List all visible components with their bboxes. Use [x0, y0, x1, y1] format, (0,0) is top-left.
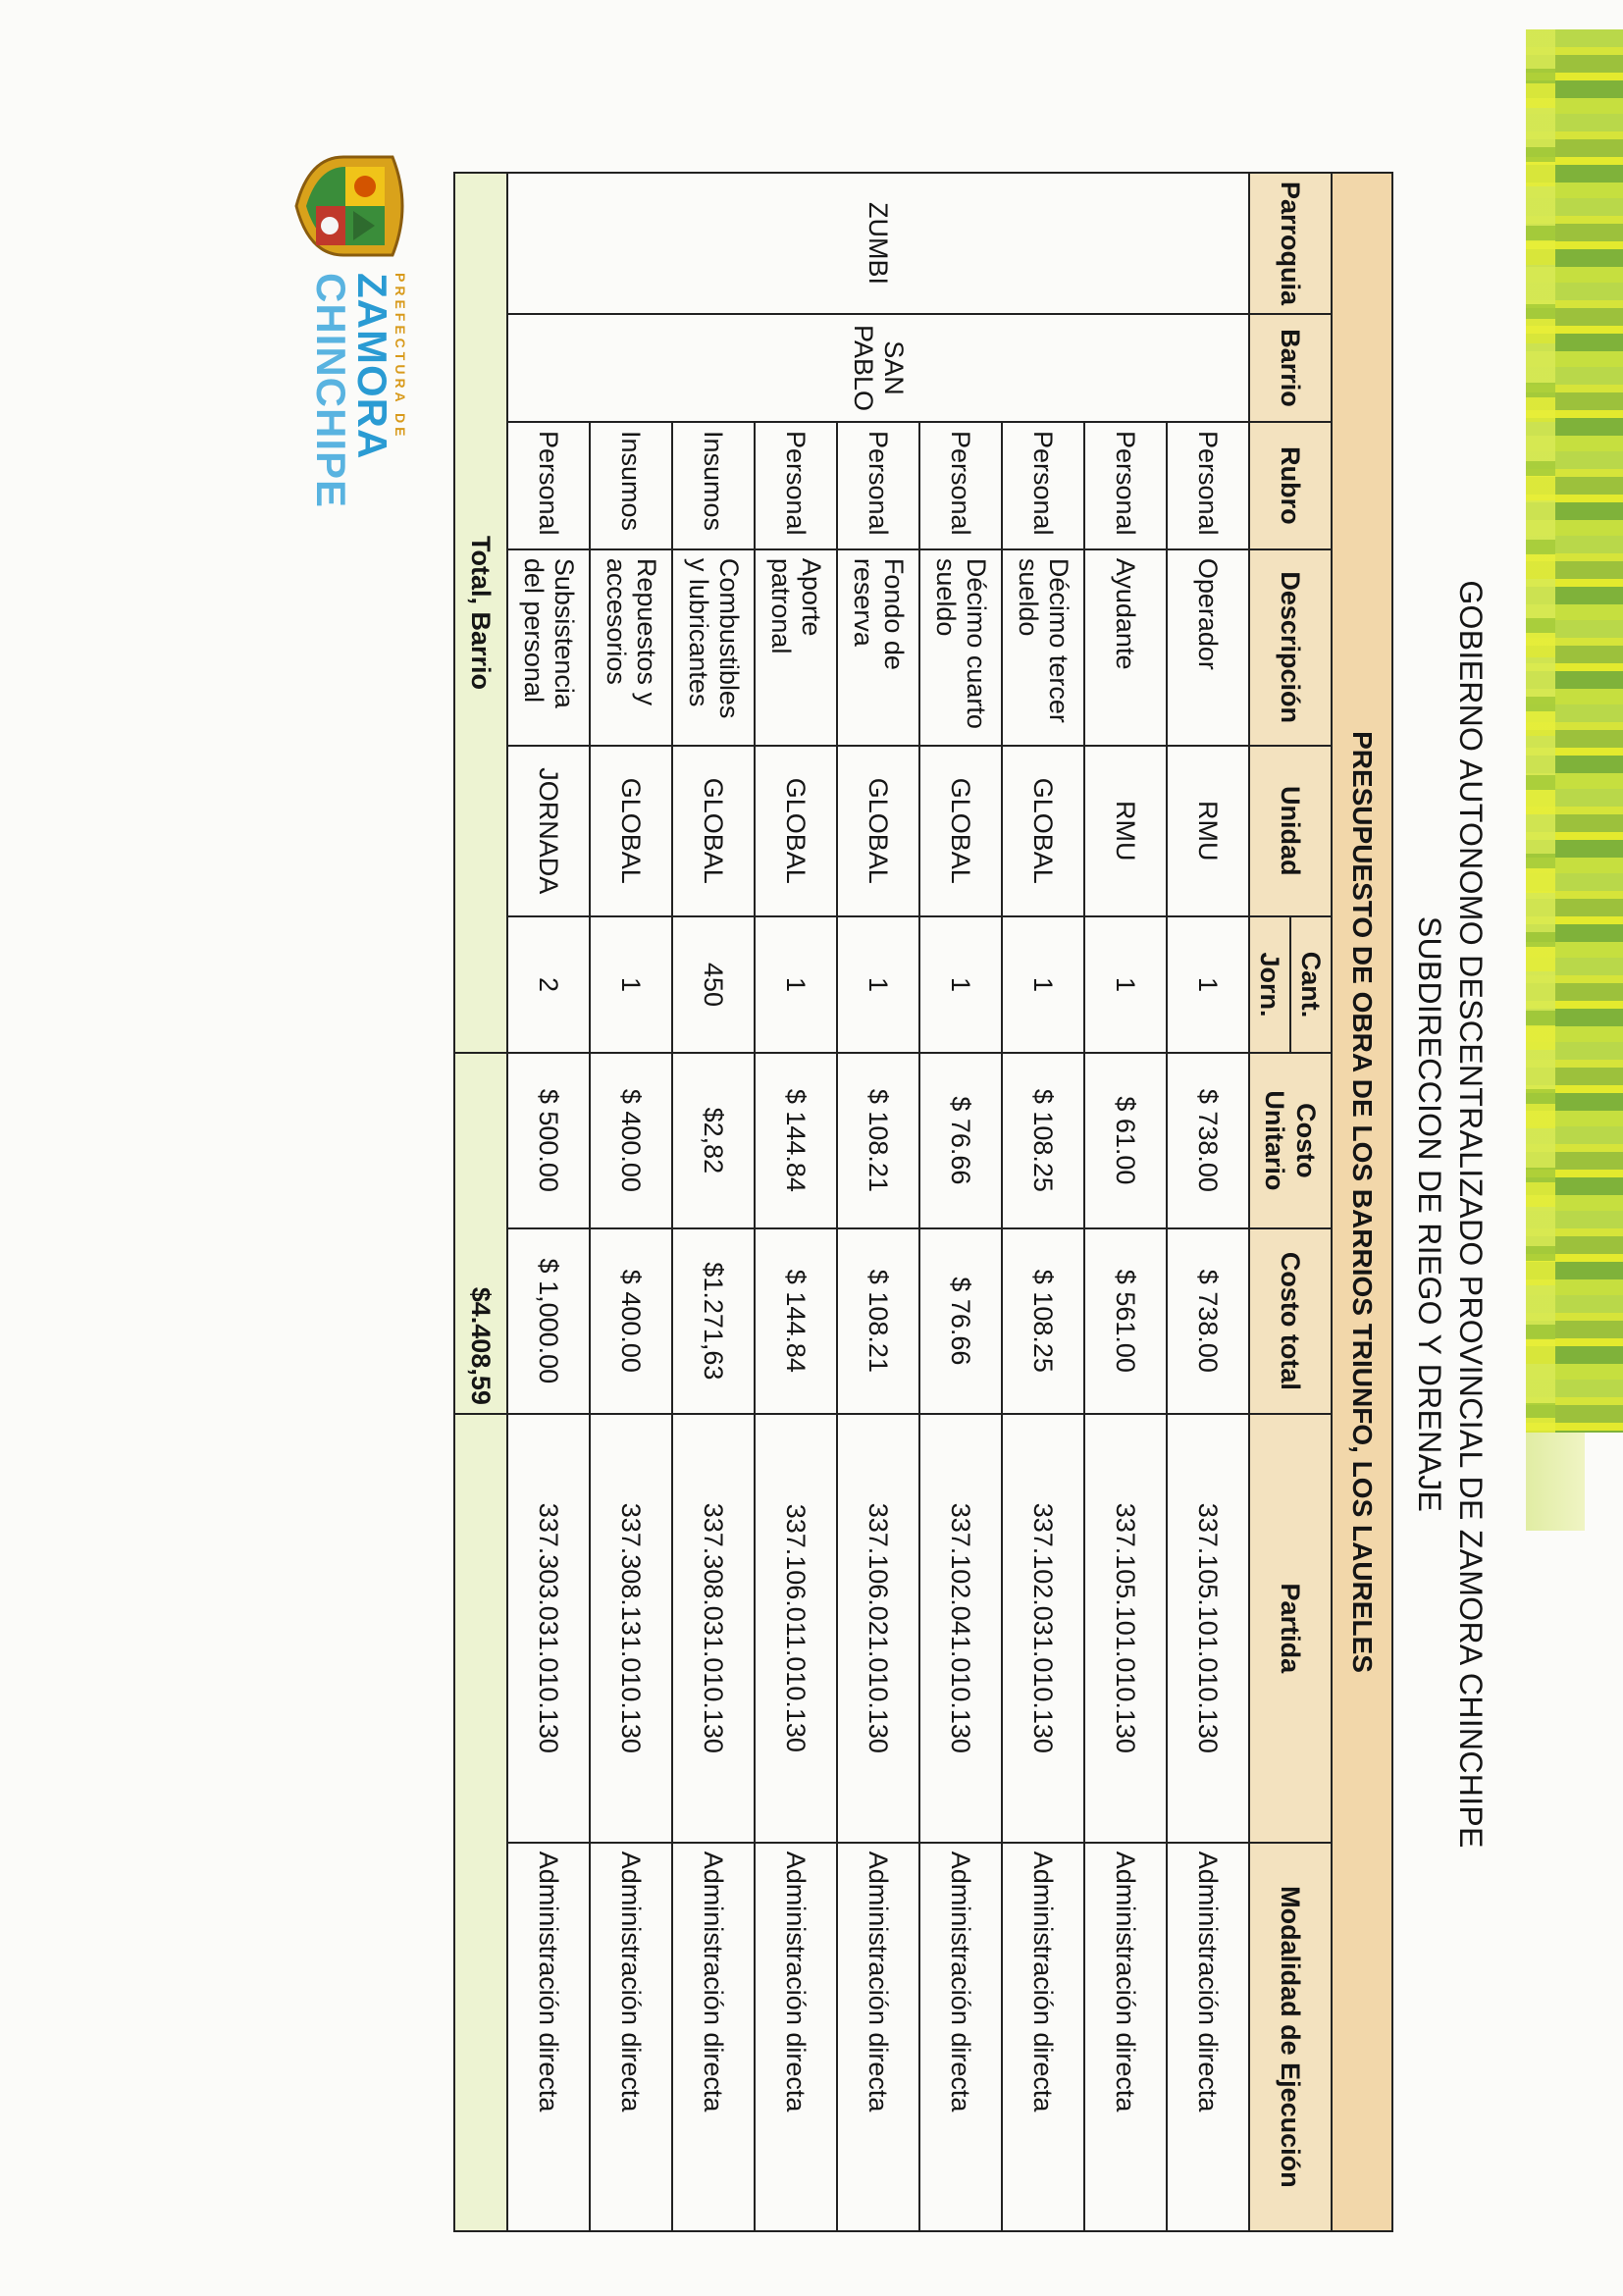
- cantidad-cell: 2: [507, 916, 590, 1053]
- header-modalidad: Modalidad de Ejecución: [1249, 1843, 1332, 2231]
- total-row: [454, 173, 507, 2231]
- descripcion-cell: Repuestos y accesorios: [590, 549, 672, 746]
- budget-table-body: [454, 173, 1392, 2231]
- cantidad-cell: 1: [919, 916, 1002, 1053]
- rubro-cell: Insumos: [590, 422, 672, 549]
- descripcion-cell: Aporte patronal: [755, 549, 837, 746]
- rubro-cell: Personal: [507, 422, 590, 549]
- cantidad-cell: 1: [755, 916, 837, 1053]
- total-value: $4.408,59: [454, 1053, 507, 1414]
- header-costo-total: Costo total: [1249, 1228, 1332, 1414]
- partida-cell: 337.105.101.010.130: [1167, 1414, 1249, 1843]
- modalidad-cell: Administración directa: [1002, 1843, 1084, 2231]
- logo-name-line1: ZAMORA: [349, 273, 395, 460]
- unidad-cell: RMU: [1167, 746, 1249, 916]
- cantidad-cell: 1: [1002, 916, 1084, 1053]
- partida-cell: 337.105.101.010.130: [1084, 1414, 1167, 1843]
- header-parroquia: Parroquia: [1249, 173, 1332, 314]
- costo-unitario-cell: $ 108.21: [837, 1053, 919, 1228]
- costo-total-cell: $1.271,63: [672, 1228, 755, 1414]
- costo-unitario-cell: $2,82: [672, 1053, 755, 1228]
- rubro-cell: Personal: [755, 422, 837, 549]
- unidad-cell: GLOBAL: [755, 746, 837, 916]
- table-row: [837, 173, 919, 2231]
- modalidad-cell: Administración directa: [837, 1843, 919, 2231]
- costo-total-cell: $ 738.00: [1167, 1228, 1249, 1414]
- costo-unitario-cell: $ 108.25: [1002, 1053, 1084, 1228]
- partida-cell: 337.303.031.010.130: [507, 1414, 590, 1843]
- parroquia-cell: ZUMBI: [507, 173, 1249, 314]
- rubro-cell: Personal: [919, 422, 1002, 549]
- rubro-cell: Personal: [1002, 422, 1084, 549]
- header-rubro: Rubro: [1249, 422, 1332, 549]
- budget-table: [453, 172, 1393, 2232]
- costo-total-cell: $ 561.00: [1084, 1228, 1167, 1414]
- unidad-cell: GLOBAL: [1002, 746, 1084, 916]
- costo-total-cell: $ 400.00: [590, 1228, 672, 1414]
- unidad-cell: RMU: [1084, 746, 1167, 916]
- table-row: [755, 173, 837, 2231]
- partida-cell: 337.308.131.010.130: [590, 1414, 672, 1843]
- table-row: [590, 173, 672, 2231]
- costo-total-cell: $ 144.84: [755, 1228, 837, 1414]
- rubro-cell: Insumos: [672, 422, 755, 549]
- costo-unitario-cell: $ 738.00: [1167, 1053, 1249, 1228]
- total-label: Total, Barrio: [454, 173, 507, 1053]
- cantidad-cell: 1: [1084, 916, 1167, 1053]
- table-row: [1084, 173, 1167, 2231]
- costo-unitario-cell: $ 144.84: [755, 1053, 837, 1228]
- header-barrio: Barrio: [1249, 314, 1332, 422]
- partida-cell: 337.106.011.010.130: [755, 1414, 837, 1843]
- costo-total-cell: $ 76.66: [919, 1228, 1002, 1414]
- rotated-page: [59, 172, 1492, 2257]
- modalidad-cell: Administración directa: [919, 1843, 1002, 2231]
- costo-unitario-cell: $ 400.00: [590, 1053, 672, 1228]
- header-cant: Cant.: [1290, 916, 1332, 1053]
- unidad-cell: GLOBAL: [672, 746, 755, 916]
- partida-cell: 337.106.021.010.130: [837, 1414, 919, 1843]
- costo-total-cell: $ 1,000.00: [507, 1228, 590, 1414]
- page-subtitle: SUBDIRECCION DE RIEGO Y DRENAJE: [1412, 915, 1447, 1513]
- descripcion-cell: Operador: [1167, 549, 1249, 746]
- partida-cell: 337.102.031.010.130: [1002, 1414, 1084, 1843]
- costo-unitario-cell: $ 61.00: [1084, 1053, 1167, 1228]
- total-empty-cell: [454, 1414, 507, 2231]
- descripcion-cell: Ayudante: [1084, 549, 1167, 746]
- header-descripcion: Descripción: [1249, 549, 1332, 746]
- descripcion-cell: Combustibles y lubricantes: [672, 549, 755, 746]
- logo-name-line2: CHINCHIPE: [308, 273, 354, 509]
- table-row: [507, 173, 590, 2231]
- modalidad-cell: Administración directa: [590, 1843, 672, 2231]
- costo-total-cell: $ 108.25: [1002, 1228, 1084, 1414]
- header-unidad: Unidad: [1249, 746, 1332, 916]
- coat-of-arms-icon: [294, 147, 412, 265]
- partida-cell: 337.308.031.010.130: [672, 1414, 755, 1843]
- cantidad-cell: 450: [672, 916, 755, 1053]
- decorative-stripe: [1526, 29, 1623, 1433]
- table-row: [1002, 173, 1084, 2231]
- decorative-stripe-lower: [1526, 1433, 1585, 1531]
- modalidad-cell: Administración directa: [1167, 1843, 1249, 2231]
- header-costo-unitario: Costo Unitario: [1249, 1053, 1332, 1228]
- cantidad-cell: 1: [837, 916, 919, 1053]
- barrio-cell: SAN PABLO: [507, 314, 1249, 422]
- table-row: [672, 173, 755, 2231]
- unidad-cell: GLOBAL: [837, 746, 919, 916]
- prefectura-logo: [294, 147, 442, 540]
- table-row: [919, 173, 1002, 2231]
- header-partida: Partida: [1249, 1414, 1332, 1843]
- logo-prefix: PREFECTURA DE: [393, 273, 408, 441]
- rubro-cell: Personal: [1084, 422, 1167, 549]
- table-header-row: [1290, 173, 1332, 2231]
- page-title: GOBIERNO AUTONOMO DESCENTRALIZADO PROVINCIAL DE ZAMORA CHINCHIPE: [1453, 580, 1489, 1849]
- costo-unitario-cell: $ 500.00: [507, 1053, 590, 1228]
- unidad-cell: JORNADA: [507, 746, 590, 916]
- costo-unitario-cell: $ 76.66: [919, 1053, 1002, 1228]
- rubro-cell: Personal: [1167, 422, 1249, 549]
- logo-text: [310, 273, 408, 538]
- unidad-cell: GLOBAL: [919, 746, 1002, 916]
- modalidad-cell: Administración directa: [1084, 1843, 1167, 2231]
- unidad-cell: GLOBAL: [590, 746, 672, 916]
- partida-cell: 337.102.041.010.130: [919, 1414, 1002, 1843]
- descripcion-cell: Fondo de reserva: [837, 549, 919, 746]
- descripcion-cell: Décimo tercer sueldo: [1002, 549, 1084, 746]
- rubro-cell: Personal: [837, 422, 919, 549]
- table-row: [1167, 173, 1249, 2231]
- table-title: PRESUPUESTO DE OBRA DE LOS BARRIOS TRIUNFO, LOS LAURELES: [1332, 173, 1392, 2231]
- modalidad-cell: Administración directa: [755, 1843, 837, 2231]
- costo-total-cell: $ 108.21: [837, 1228, 919, 1414]
- modalidad-cell: Administración directa: [507, 1843, 590, 2231]
- header-jorn: Jorn.: [1249, 916, 1290, 1053]
- cantidad-cell: 1: [590, 916, 672, 1053]
- modalidad-cell: Administración directa: [672, 1843, 755, 2231]
- cantidad-cell: 1: [1167, 916, 1249, 1053]
- descripcion-cell: Subsistencia del personal: [507, 549, 590, 746]
- descripcion-cell: Décimo cuarto sueldo: [919, 549, 1002, 746]
